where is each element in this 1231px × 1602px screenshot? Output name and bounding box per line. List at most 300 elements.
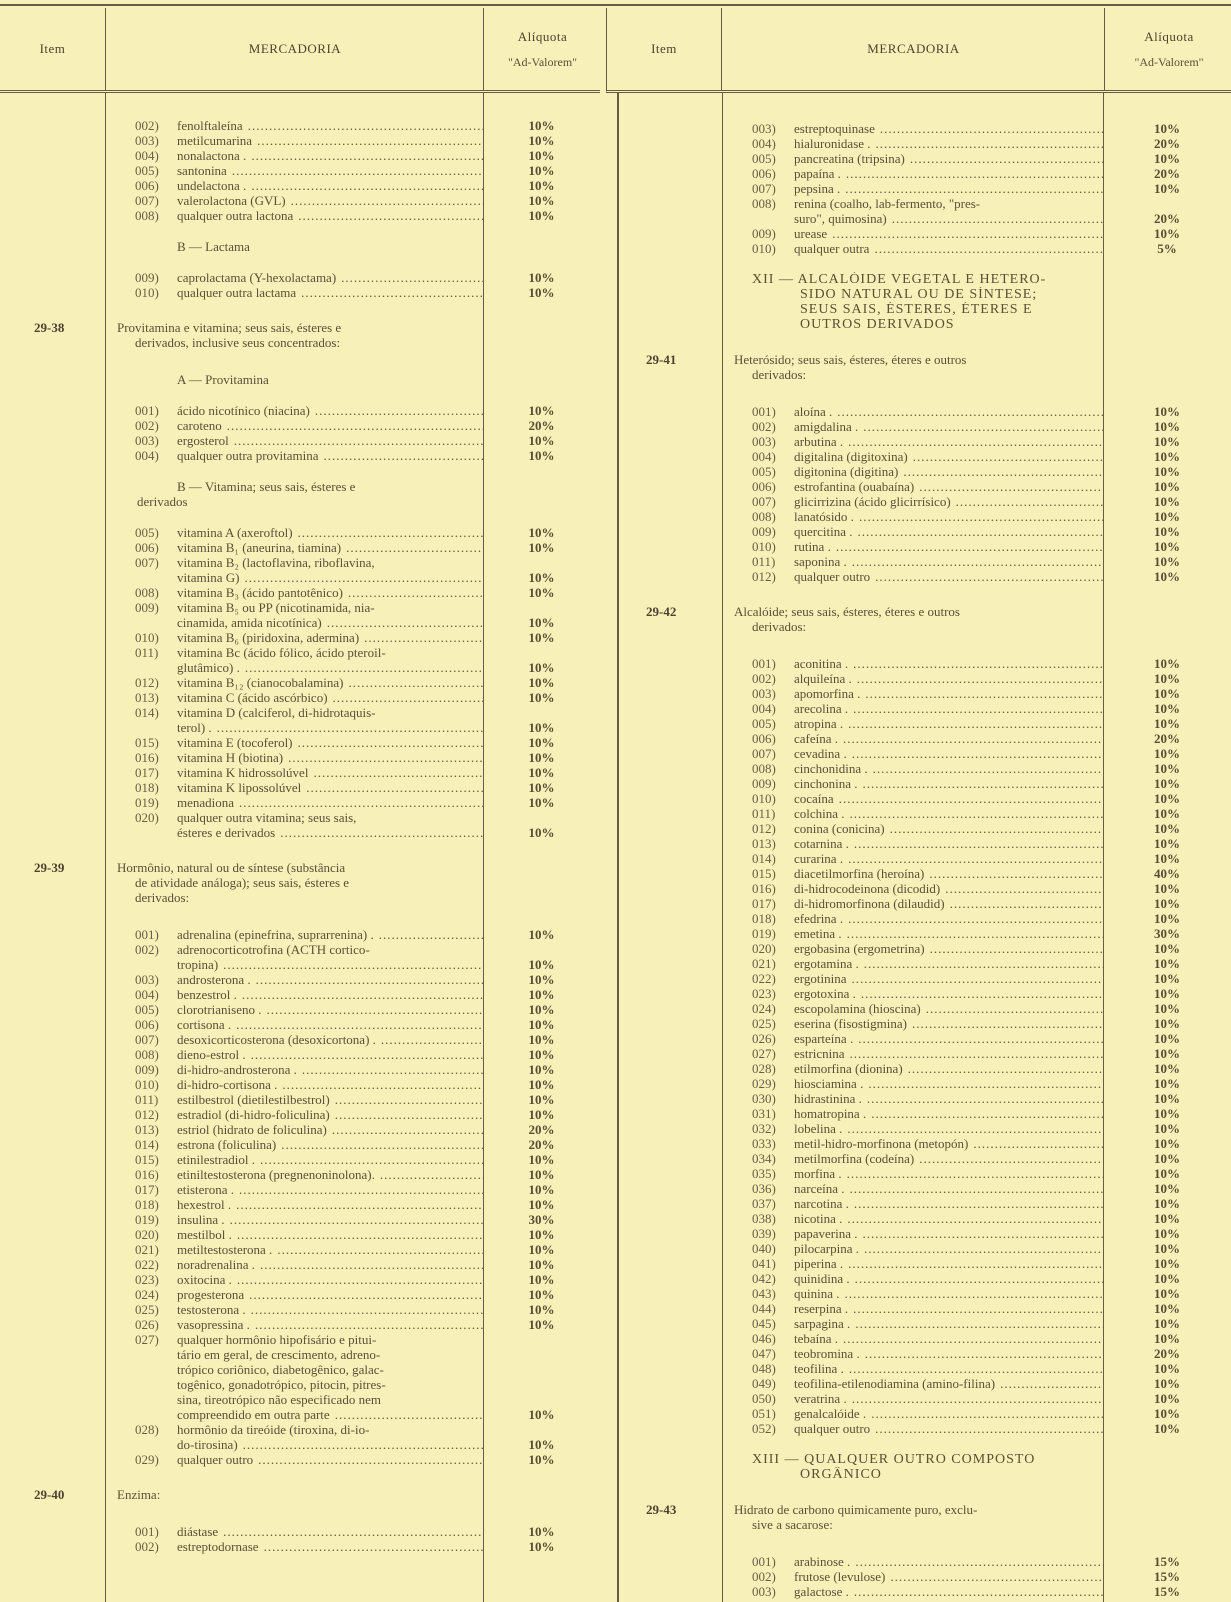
description — [794, 1016, 1103, 1031]
description — [794, 404, 1103, 419]
item-number — [0, 1227, 105, 1242]
description-text: vitamina K hidrossolúvel — [177, 765, 309, 780]
aliquota-value: 10% — [528, 795, 555, 810]
header-item-label: Item — [651, 41, 677, 56]
description — [794, 1046, 1103, 1061]
dot-leader — [930, 941, 1103, 956]
description-text: di-hidromorfinona (dilaudid) — [794, 896, 945, 911]
description-line — [794, 121, 1103, 136]
aliquota-value: 10% — [1154, 701, 1180, 716]
header-item — [607, 8, 721, 90]
item-number — [612, 419, 722, 434]
mercadoria-cell — [105, 705, 483, 735]
aliquota-value: 10% — [1154, 494, 1180, 509]
item-code: 028) — [135, 1422, 159, 1437]
item-number — [0, 675, 105, 690]
description — [794, 926, 1103, 941]
heading-line: XIII — QUALQUER OUTRO COMPOSTO — [752, 1452, 1036, 1467]
description-line — [177, 615, 483, 630]
mercadoria-cell — [722, 1121, 1103, 1136]
description-line — [794, 1376, 1103, 1391]
mercadoria-cell — [105, 525, 483, 540]
mercadoria-cell — [722, 569, 1103, 584]
description-line — [177, 720, 483, 735]
mercadoria-cell — [105, 750, 483, 765]
table-row — [612, 1076, 1231, 1091]
item-number — [612, 166, 722, 181]
dot-leader — [251, 178, 483, 193]
description-line — [177, 1002, 483, 1017]
item-code: 020) — [135, 1227, 159, 1242]
item-number — [612, 1226, 722, 1241]
dot-leader — [302, 1062, 483, 1077]
mercadoria-cell — [722, 836, 1103, 851]
dot-leader — [876, 136, 1103, 151]
aliquota-value: 10% — [1154, 1421, 1180, 1436]
description-text: estrona (foliculina) — [177, 1137, 277, 1152]
description-line — [794, 464, 1103, 479]
dot-leader — [291, 193, 483, 208]
dot-leader — [1000, 1376, 1103, 1391]
description-text: adrenalina (epinefrina, suprarrenina) . — [177, 927, 374, 942]
description-text: cinchonidina . — [794, 761, 868, 776]
aliquota-value: 10% — [1154, 686, 1180, 701]
description-text: androsterona . — [177, 972, 251, 987]
table-row — [612, 1061, 1231, 1076]
description-line — [794, 866, 1103, 881]
item-code: 052) — [752, 1421, 776, 1436]
mercadoria-cell — [722, 1136, 1103, 1151]
item-code: 033) — [752, 1136, 776, 1151]
mercadoria-cell — [722, 941, 1103, 956]
description-text: arecolina . — [794, 701, 849, 716]
heading-line: derivados: — [752, 367, 807, 382]
description-text: saponina . — [794, 554, 847, 569]
item-number — [0, 630, 105, 645]
description-line — [794, 1181, 1103, 1196]
heading-line: SEUS SAIS, ÉSTERES, ÉTERES E — [800, 302, 1033, 317]
mercadoria-cell — [105, 1287, 483, 1302]
description — [177, 750, 483, 765]
description-text: urease — [794, 226, 828, 241]
description-line — [177, 795, 483, 810]
mercadoria-cell — [105, 675, 483, 690]
item-number — [0, 942, 105, 972]
description — [794, 971, 1103, 986]
mercadoria-cell — [722, 226, 1103, 241]
dot-leader — [217, 720, 483, 735]
table-row — [0, 1302, 600, 1317]
dot-leader — [260, 1257, 483, 1272]
description-line — [177, 1539, 483, 1554]
description — [177, 1167, 483, 1182]
item-code: 014) — [135, 1137, 159, 1152]
dot-leader — [859, 509, 1103, 524]
table-row — [612, 226, 1231, 241]
table-row — [0, 1122, 600, 1137]
description-text: colchina . — [794, 806, 845, 821]
heading-line: OUTROS DERIVADOS — [800, 317, 955, 332]
heading-line: ORGÂNICO — [800, 1467, 882, 1482]
dot-leader — [910, 151, 1103, 166]
mercadoria-cell — [105, 1047, 483, 1062]
description-text: metiltestosterona . — [177, 1242, 273, 1257]
description-text: estreptodornase — [177, 1539, 259, 1554]
item-number — [612, 851, 722, 866]
dot-leader — [232, 163, 483, 178]
mercadoria-cell — [105, 1487, 483, 1502]
aliquota-value: 10% — [1154, 539, 1180, 554]
table-row — [612, 1211, 1231, 1226]
dot-leader — [260, 1152, 483, 1167]
aliquota-value: 10% — [528, 1032, 555, 1047]
description-text: vitamina A (axeroftol) — [177, 525, 293, 540]
aliquota-value: 10% — [528, 750, 555, 765]
heading-line: Provitamina e vitamina; seus sais, ésteres e — [117, 320, 342, 335]
table-row — [612, 1421, 1231, 1436]
description-text: teofilina-etilenodiamina (amino-filina) — [794, 1376, 996, 1391]
description-text: metil-hidro-morfinona (metopón) — [794, 1136, 969, 1151]
item-code: 007) — [752, 181, 776, 196]
description-line — [177, 1407, 483, 1422]
item-code: 005) — [135, 1002, 159, 1017]
item-code: 016) — [135, 750, 159, 765]
item-code: 011) — [752, 806, 776, 821]
description — [177, 1212, 483, 1227]
description-line — [177, 825, 483, 840]
description-line — [794, 926, 1103, 941]
aliquota-value: 10% — [1154, 851, 1180, 866]
dot-leader — [251, 1302, 483, 1317]
description — [794, 1286, 1103, 1301]
item-number — [0, 585, 105, 600]
mercadoria-cell — [722, 821, 1103, 836]
description-line — [177, 418, 483, 433]
description-text: ergotinina — [794, 971, 847, 986]
description — [794, 479, 1103, 494]
item-code: 002) — [135, 118, 159, 133]
description — [177, 645, 483, 675]
table-row — [612, 881, 1231, 896]
item-number — [0, 1422, 105, 1452]
item-number — [612, 971, 722, 986]
description-line — [794, 151, 1103, 166]
item-code: 003) — [752, 686, 776, 701]
table-row — [0, 163, 600, 178]
description — [794, 524, 1103, 539]
table-row — [0, 1272, 600, 1287]
mercadoria-cell — [722, 1569, 1103, 1584]
item-number — [612, 1106, 722, 1121]
item-number — [0, 163, 105, 178]
aliquota-value: 10% — [1154, 761, 1180, 776]
item-number — [0, 1452, 105, 1467]
description-text: aloína . — [794, 404, 833, 419]
dot-leader — [850, 806, 1103, 821]
aliquota-value: 20% — [528, 1122, 555, 1137]
description-text: metilmorfina (codeína) — [794, 1151, 915, 1166]
description — [794, 1211, 1103, 1226]
item-number — [612, 656, 722, 671]
header-aliquota-label: Alíquota — [517, 28, 568, 44]
description — [794, 1151, 1103, 1166]
header-aliquota — [483, 8, 601, 90]
description — [177, 1092, 483, 1107]
item-code: 018) — [752, 911, 776, 926]
header-item-label: Item — [39, 41, 66, 56]
dot-leader — [929, 866, 1103, 881]
description-line — [177, 1047, 483, 1062]
item-number — [0, 1047, 105, 1062]
table-row — [612, 1316, 1231, 1331]
description-line — [794, 686, 1103, 701]
description-line — [794, 524, 1103, 539]
description-line — [177, 1032, 483, 1047]
aliquota-value: 10% — [528, 1167, 555, 1182]
description-text: aconitina . — [794, 656, 849, 671]
description — [177, 942, 483, 972]
item-code: 012) — [752, 569, 776, 584]
description-text: vitamina H (biotina) — [177, 750, 284, 765]
description-text: rutina . — [794, 539, 831, 554]
description-text: ergotoxina . — [794, 986, 856, 1001]
description-line — [794, 136, 1103, 151]
table-row — [612, 196, 1231, 226]
item-code: 012) — [135, 675, 159, 690]
table-row — [612, 956, 1231, 971]
item-code: 011) — [135, 645, 159, 660]
table-row — [612, 836, 1231, 851]
dot-leader — [973, 1136, 1103, 1151]
description — [794, 136, 1103, 151]
mercadoria-cell — [105, 1077, 483, 1092]
description-line — [794, 896, 1103, 911]
item-code: 004) — [135, 148, 159, 163]
item-code: 019) — [135, 795, 159, 810]
aliquota-value: 10% — [1154, 434, 1180, 449]
item-code: 032) — [752, 1121, 776, 1136]
item-code: 003) — [752, 434, 776, 449]
dot-leader — [313, 765, 483, 780]
mercadoria-cell — [105, 1017, 483, 1032]
description-line — [794, 1031, 1103, 1046]
table-row — [0, 1287, 600, 1302]
description-text: qualquer outra lactona — [177, 208, 294, 223]
aliquota-value: 10% — [1154, 569, 1180, 584]
item-number — [0, 780, 105, 795]
table-row — [612, 851, 1231, 866]
description-text: glicirrizina (ácido glicirrísico) — [794, 494, 951, 509]
description-text: fenolftaleína — [177, 118, 243, 133]
aliquota-value: 10% — [528, 1272, 555, 1287]
description — [794, 494, 1103, 509]
item-number — [0, 372, 105, 387]
description — [177, 1047, 483, 1062]
aliquota-value: 10% — [528, 825, 555, 840]
table-row — [612, 791, 1231, 806]
mercadoria-cell — [105, 1422, 483, 1452]
description-text: vasopressina . — [177, 1317, 250, 1332]
item-number — [612, 1301, 722, 1316]
item-code: 008) — [135, 208, 159, 223]
table-row — [0, 690, 600, 705]
item-number — [0, 1017, 105, 1032]
table-row — [0, 972, 600, 987]
aliquota-value: 10% — [528, 1002, 555, 1017]
description — [794, 121, 1103, 136]
aliquota-value: 10% — [1154, 1226, 1180, 1241]
description — [177, 600, 483, 630]
item-code: 014) — [135, 705, 159, 720]
mercadoria-cell — [105, 1167, 483, 1182]
mercadoria-cell — [105, 418, 483, 433]
mercadoria-cell — [105, 1257, 483, 1272]
table-row — [0, 927, 600, 942]
mercadoria-cell — [105, 1317, 483, 1332]
dot-leader — [256, 972, 483, 987]
aliquota-value: 20% — [528, 1137, 555, 1152]
mercadoria-cell — [722, 1584, 1103, 1599]
mercadoria-cell — [722, 1031, 1103, 1046]
mercadoria-cell — [105, 1227, 483, 1242]
item-number — [612, 866, 722, 881]
dot-leader — [364, 630, 483, 645]
item-code: 002) — [752, 671, 776, 686]
table-row — [0, 193, 600, 208]
item-code: 037) — [752, 1196, 776, 1211]
dot-leader — [249, 1287, 483, 1302]
mercadoria-cell — [722, 434, 1103, 449]
item-number — [612, 1331, 722, 1346]
mercadoria-cell — [105, 690, 483, 705]
description — [177, 1272, 483, 1287]
mercadoria-cell — [105, 1332, 483, 1422]
table-row — [0, 555, 600, 585]
description-line — [794, 569, 1103, 584]
description-text: di-hidro-cortisona . — [177, 1077, 278, 1092]
dot-leader — [858, 1031, 1103, 1046]
description-line — [177, 285, 483, 300]
description-line — [177, 735, 483, 750]
table-row — [0, 600, 600, 630]
table-row — [612, 1166, 1231, 1181]
description-line — [177, 1212, 483, 1227]
dot-leader — [280, 825, 483, 840]
subheading — [0, 479, 600, 509]
item-code: 002) — [135, 1539, 159, 1554]
table-row — [612, 1091, 1231, 1106]
table-row — [612, 821, 1231, 836]
heading-line: Heterósido; seus sais, ésteres, éteres e outros — [734, 352, 967, 367]
aliquota-value: 10% — [528, 720, 555, 735]
table-row — [612, 1001, 1231, 1016]
mercadoria-cell — [105, 645, 483, 675]
item-number — [0, 403, 105, 418]
description — [794, 1301, 1103, 1316]
description-text: lanatósido . — [794, 509, 854, 524]
aliquota-value: 10% — [528, 1017, 555, 1032]
header-aliquota — [1104, 8, 1231, 90]
table-row — [0, 270, 600, 285]
item-number — [612, 1061, 722, 1076]
description-line — [177, 1287, 483, 1302]
mercadoria-cell — [105, 208, 483, 223]
description-text: nicotina . — [794, 1211, 843, 1226]
aliquota-value: 10% — [1154, 821, 1180, 836]
aliquota-value: 10% — [1154, 1406, 1180, 1421]
aliquota-value: 15% — [1154, 1569, 1180, 1584]
aliquota-value: 10% — [1154, 1166, 1180, 1181]
item-number — [612, 761, 722, 776]
heading-line: derivados — [137, 494, 188, 509]
aliquota-value: 20% — [1154, 136, 1180, 151]
dot-leader — [857, 671, 1103, 686]
description-text: teofilina . — [794, 1361, 844, 1376]
dot-leader — [845, 181, 1103, 196]
description-text: hiosciamina . — [794, 1076, 864, 1091]
description — [177, 1062, 483, 1077]
table-row — [0, 1062, 600, 1077]
description — [794, 701, 1103, 716]
item-code: 002) — [135, 942, 159, 957]
header-right — [606, 8, 1231, 93]
header-ad-valorem-label: "Ad-Valorem" — [507, 54, 578, 69]
description-line — [177, 208, 483, 223]
description — [794, 836, 1103, 851]
item-number — [612, 716, 722, 731]
description-text: conina (conicina) — [794, 821, 885, 836]
heading-line: Hidrato de carbono quimicamente puro, exclu- — [734, 1502, 978, 1517]
dot-leader — [863, 419, 1103, 434]
table-row — [612, 166, 1231, 181]
description-line — [794, 1346, 1103, 1361]
table-row — [0, 705, 600, 735]
table-row — [0, 148, 600, 163]
item-code: 004) — [752, 701, 776, 716]
aliquota-value: 10% — [1154, 404, 1180, 419]
item-number — [612, 1016, 722, 1031]
table-row — [0, 403, 600, 418]
table-row — [612, 701, 1231, 716]
aliquota-value: 10% — [1154, 151, 1180, 166]
description-line — [177, 148, 483, 163]
table-row — [0, 795, 600, 810]
description-line — [794, 851, 1103, 866]
description — [177, 1197, 483, 1212]
mercadoria-cell — [722, 1316, 1103, 1331]
description-text: estradiol (di-hidro-foliculina) — [177, 1107, 330, 1122]
mercadoria-cell — [105, 810, 483, 840]
aliquota-value: 10% — [1154, 1211, 1180, 1226]
dot-leader — [839, 791, 1103, 806]
item-number — [0, 1197, 105, 1212]
item-number — [612, 746, 722, 761]
item-code: 027) — [135, 1332, 159, 1347]
item-number — [0, 148, 105, 163]
dot-leader — [871, 1406, 1103, 1421]
item-code: 010) — [752, 539, 776, 554]
mercadoria-cell — [722, 1061, 1103, 1076]
item-code: 003) — [752, 1584, 776, 1599]
item-number — [0, 645, 105, 675]
description-line — [177, 270, 483, 285]
item-code: 007) — [135, 1032, 159, 1047]
mercadoria-cell — [722, 151, 1103, 166]
description — [177, 285, 483, 300]
table-row — [0, 1032, 600, 1047]
table-row — [0, 810, 600, 840]
description-line — [794, 1136, 1103, 1151]
